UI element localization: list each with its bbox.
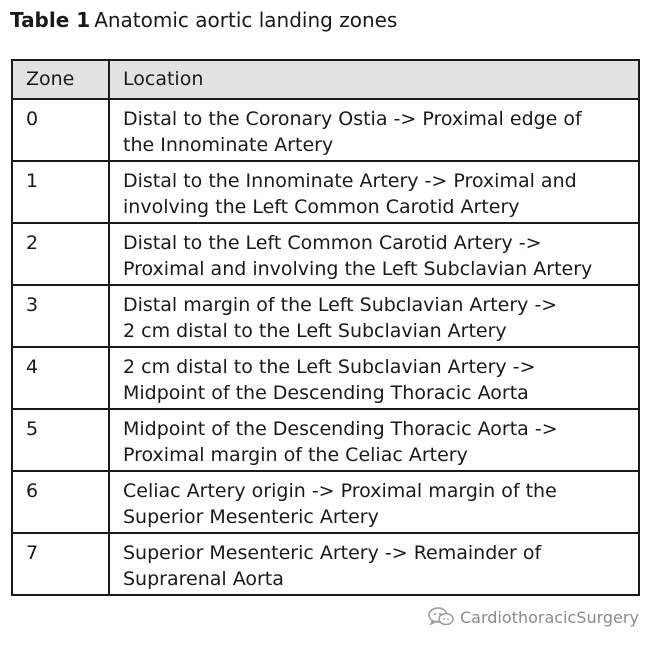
watermark-text: CardiothoracicSurgery (460, 607, 639, 627)
zone-cell: 4 (12, 347, 109, 409)
chat-bubbles-icon (428, 607, 454, 627)
table-row (12, 285, 639, 347)
table-row (12, 409, 639, 471)
table-row (12, 223, 639, 285)
table-row (12, 161, 639, 223)
header-row (12, 60, 639, 99)
zone-cell: 0 (12, 99, 109, 161)
location-cell: Distal to the Left Common Carotid Artery -> Proximal and involving the Left Subclavian Artery (109, 223, 639, 285)
location-cell: Superior Mesenteric Artery -> Remainder of Suprarenal Aorta (109, 533, 639, 595)
table-row (12, 347, 639, 409)
table-row (12, 471, 639, 533)
location-cell: Distal to the Innominate Artery -> Proximal and involving the Left Common Carotid Artery (109, 161, 639, 223)
header-location: Location (109, 60, 639, 99)
table-caption (10, 6, 397, 34)
zone-cell: 2 (12, 223, 109, 285)
location-cell: Midpoint of the Descending Thoracic Aorta -> Proximal margin of the Celiac Artery (109, 409, 639, 471)
table-row (12, 99, 639, 161)
table-title: Anatomic aortic landing zones (94, 8, 398, 32)
location-cell: Distal margin of the Left Subclavian Artery -> 2 cm distal to the Left Subclavian Artery (109, 285, 639, 347)
zone-cell: 5 (12, 409, 109, 471)
zone-cell: 1 (12, 161, 109, 223)
location-cell: Celiac Artery origin -> Proximal margin of the Superior Mesenteric Artery (109, 471, 639, 533)
watermark (428, 606, 639, 628)
zone-cell: 7 (12, 533, 109, 595)
zone-cell: 3 (12, 285, 109, 347)
location-cell: Distal to the Coronary Ostia -> Proximal edge of the Innominate Artery (109, 99, 639, 161)
header-zone: Zone (12, 60, 109, 99)
table-number: Table 1 (10, 8, 91, 32)
landing-zones-table (11, 59, 640, 596)
table-row (12, 533, 639, 595)
zone-cell: 6 (12, 471, 109, 533)
location-cell: 2 cm distal to the Left Subclavian Artery -> Midpoint of the Descending Thoracic Aorta (109, 347, 639, 409)
